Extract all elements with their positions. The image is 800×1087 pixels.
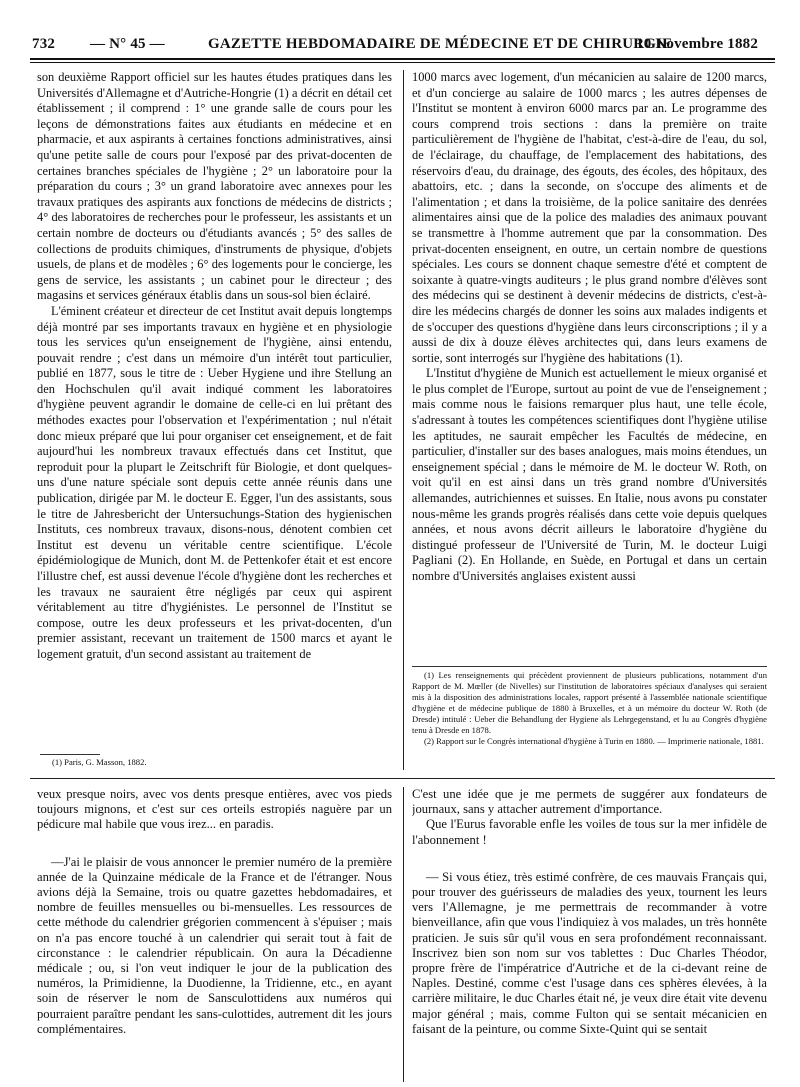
left-footnote-rule [40, 754, 100, 755]
bottom-left-column [37, 787, 392, 1082]
left-column [37, 70, 392, 748]
page-number: 732 [32, 36, 56, 52]
left-paragraph-2: L'éminent créateur et directeur de cet Institut avait depuis longtemps déjà montré par ses importants travaux en hygiène et en physiologie tous les services qu'un enseignement de l'hygiène, ainsi entendu, pouvait rendre ; c'est dans un mémoire d'un intérêt tout particulier, publié en 1877, sous le titre de : Ueber Hygiene und ihre Stellung an den Hochschulen qu'il avait indiqué comment les laboratoires d'hygiène peuvent agrandir le domaine de celle-ci en lui prêtant des méthodes exactes pour l'observation et l'expérimentation ; nul n'était donc mieux préparé que lui pour organiser cet enseignement, et de fait aujourd'hui les nombreux travaux effectués dans cet Institut, que reproduit pour la plupart le Zeitschrift für Biologie, et dont quelques-uns d'une nature spéciale sont depuis cette année réunis dans une publication, dirigée par M. le docteur E. Egger, l'un des assistants, sous le titre de Jahresbericht der Untersuchungs-Station des hygienischen Instituts, ces nombreux travaux, disons-nous, dénotent combien cet Institut est devenu un véritable centre scientifique. L'école épidémiologique de Munich, dont M. de Pettenkofer était et est encore l'illustre chef, est aussi devenue l'école d'hygiène dont les recherches et les travaux ne sauraient être négligés par ceux qui aspirent véritablement au titre d'hygiénistes. Le personnel de l'Institut se compose, outre les deux professeurs et les privat-docenten, d'un premier assistant, recevant un traitement de 1500 marcs et ayant le logement gratuit, d'un second assistant au traitement de [37, 303, 392, 661]
bottom-right-column [412, 787, 767, 1082]
right-footnote-rule [412, 666, 767, 667]
left-footnote-text: (1) Paris, G. Masson, 1882. [52, 757, 147, 767]
section-separator [30, 778, 775, 779]
column-divider [403, 70, 404, 770]
bottom-right-paragraph-3: — Si vous étiez, très estimé confrère, de ces mauvais Français qui, pour trouver des guérisseurs de maladies des yeux, tournent les leurs vers l'Allemagne, je me permettrais de recommander à votre bienveillance, afin que vous l'indiquiez à vos malades, un très honnête praticien. Je suis sûr qu'il vous en sera profondément reconnaissant. Inscrivez bien son nom sur vos tablettes : Duc Charles Théodor, propre frère de l'impératrice d'Autriche et de la ci-devant reine de Naples. Destiné, comme c'est l'usage dans ces sphères élevées, à la carrière militaire, le duc Charles était né, je veux dire était vite devenu major général ; mais, comme Fulton qui se sentait mécanicien en faisant de la peinture, ou comme Sixte-Quint qui se sentait [412, 869, 767, 1036]
bottom-right-paragraph-1: C'est une idée que je me permets de suggérer aux fondateurs de journaux, sans y attacher autrement d'importance. [412, 787, 767, 817]
header-rule-thick [30, 58, 775, 60]
right-column [412, 70, 767, 660]
left-paragraph-1: son deuxième Rapport officiel sur les hautes études pratiques dans les Universités d'Allemagne et d'Autriche-Hongrie (1) a décrit en détail cet établissement ; il comprend : 1° une grande salle de cours pour les leçons de démonstrations faites aux étudiants en médecine et en pharmacie, et aux aspirants à certaines fonctions administratives, ainsi qu'une petite salle de cours pour l'exposé par des privat-docenten de certaines branches spéciales de l'hygiène ; 2° un laboratoire pour la préparation du cours ; 3° un grand laboratoire avec annexes pour les travaux pratiques des aspirants aux fonctions de médecins de districts ; 4° des laboratoires de recherches pour le professeur, les assistants et un certain nombre de docteurs ou d'étudiants avancés ; 5° des salles de collections de produits chimiques, d'instruments de physique, d'objets usuels, de plans et de modèles ; 6° des logements pour le concierge, les gens de service, les assistants ; un cabinet pour le directeur ; des magasins et services généraux établis dans un sous-sol bien éclairé. [37, 70, 392, 303]
left-footnote [40, 757, 392, 768]
journal-title: GAZETTE HEBDOMADAIRE DE MÉDECINE ET DE CHIRURGIE [208, 36, 673, 52]
right-paragraph-2: L'Institut d'hygiène de Munich est actuellement le mieux organisé et le plus complet de l'Europe, surtout au point de vue de l'enseignement ; mais comme nous le faisions remarquer plus haut, une telle école, s'adressant à toutes les compétences scientifiques dont l'hygiène utilise les aptitudes, ne saurait empêcher les Facultés de médecine, en particulier, d'installer sur des bases analogues, mais moins étendues, un enseignement spécial ; dans le mémoire de M. le docteur W. Roth, on voit qu'il en est ainsi dans un très grand nombre d'Universités allemandes, autrichiennes et suisses. En Italie, nous avons pu constater nous-même les grands progrès réalisés dans cette voie depuis quelques années, et nous avons décrit ailleurs le laboratoire d'hygiène du distingué professeur de l'Université de Turin, M. le docteur Luigi Pagliani (2). En Hollande, en Suède, en Portugal et dans un certain nombre d'Universités anglaises existent aussi [412, 366, 767, 583]
right-footnote-2: (2) Rapport sur le Congrès international d'hygiène à Turin en 1880. — Imprimerie nationale, 1881. [424, 736, 764, 746]
right-footnotes [412, 670, 767, 772]
issue-number: — N° 45 — [90, 36, 165, 52]
page-header [30, 36, 775, 58]
bottom-column-divider [403, 787, 404, 1082]
right-paragraph-1: 1000 marcs avec logement, d'un mécanicien au salaire de 1200 marcs, et d'un concierge au salaire de 1000 marcs ; les autres dépenses de l'Institut se montent à environ 6000 marcs par an. Le programme des cours comprend trois sections : dans la première on traite particulièrement de l'hygiène de l'habitat, c'est-à-dire de l'eau, du sol, de l'éclairage, du chauffage, de l'emplacement des habitations, des réservoirs d'eau, du drainage, des égouts, des écoles, des hôpitaux, des abattoirs, etc. ; dans la seconde, on s'occupe des aliments et de l'alimentation ; et dans la troisième, de la police sanitaire des denrées alimentaires ainsi que de la police des maladies des animaux pouvant se transmettre à l'homme autrement que par la consommation. Des privat-docenten enseignent, en outre, un certain nombre de questions spéciales. Les cours se donnent chaque semestre d'été et comptent de soixante à quatre-vingts auditeurs ; le plus grand nombre d'élèves sont des médecins qui se destinent à devenir médecins de districts, c'est-à-dire les médecins chargés de donner les soins aux malades indigents et de s'occuper des questions d'hygiène dans leurs circonscriptions ; il y a aussi de dix à douze élèves architectes qui, dans leurs examens de sortie, sont interrogés sur l'hygiène des habitations (1). [412, 70, 767, 365]
header-rule-thin [30, 62, 775, 63]
bottom-right-paragraph-2: Que l'Eurus favorable enfle les voiles de tous sur la mer infidèle de l'abonnement ! [412, 817, 767, 847]
bottom-left-paragraph-1: veux presque noirs, avec vos dents presque entières, avec vos pieds toujours mignons, et c'est sur ces orteils estropiés naguère par un pédicure mal habile que vous irez... en paradis. [37, 787, 392, 832]
right-footnote-1: (1) Les renseignements qui précèdent proviennent de plusieurs publications, notamment d'un Rapport de M. Mœller (de Nivelles) sur l'institution de laboratoires spéciaux d'analyses qui seraient mis à la disposition des administrations locales, rapport présenté à l'assemblée nationale scientifique d'hygiène et de médecine publique de 1880 à Bruxelles, et à un mémoire du docteur W. Roth (de Dresde) intitulé : Ueber die Behandlung der Hygiene als Lehrgegenstand, et lu au Congrès d'hygiène tenu à Dresde en 1878. [412, 670, 767, 735]
issue-date: 10 Novembre 1882 [636, 36, 759, 52]
bottom-left-paragraph-2: —J'ai le plaisir de vous annoncer le premier numéro de la première année de la Quinzaine médicale de la France et de l'étranger. Nous avions déjà la Semaine, trois ou quatre gazettes hebdomadaires, et nombre de feuilles mensuelles ou bi-mensuelles. Les ressources de cette méthode du calendrier grégorien commencent à s'épuiser ; mais on n'a pas encore touché à un calendrier qui serait tout à fait de circonstance : le calendrier républicain. On aura la Décadienne médicale ; ou, si l'on veut indiquer le jour de la publication des numéros, la Primidienne, la Duodienne, la Tridienne, etc., en ayant soin de réserver le nom de Sansculottidens aux numéros qui pourraient paraître pendant les sans-culottides, autrement dit les jours complémentaires. [37, 854, 392, 1036]
